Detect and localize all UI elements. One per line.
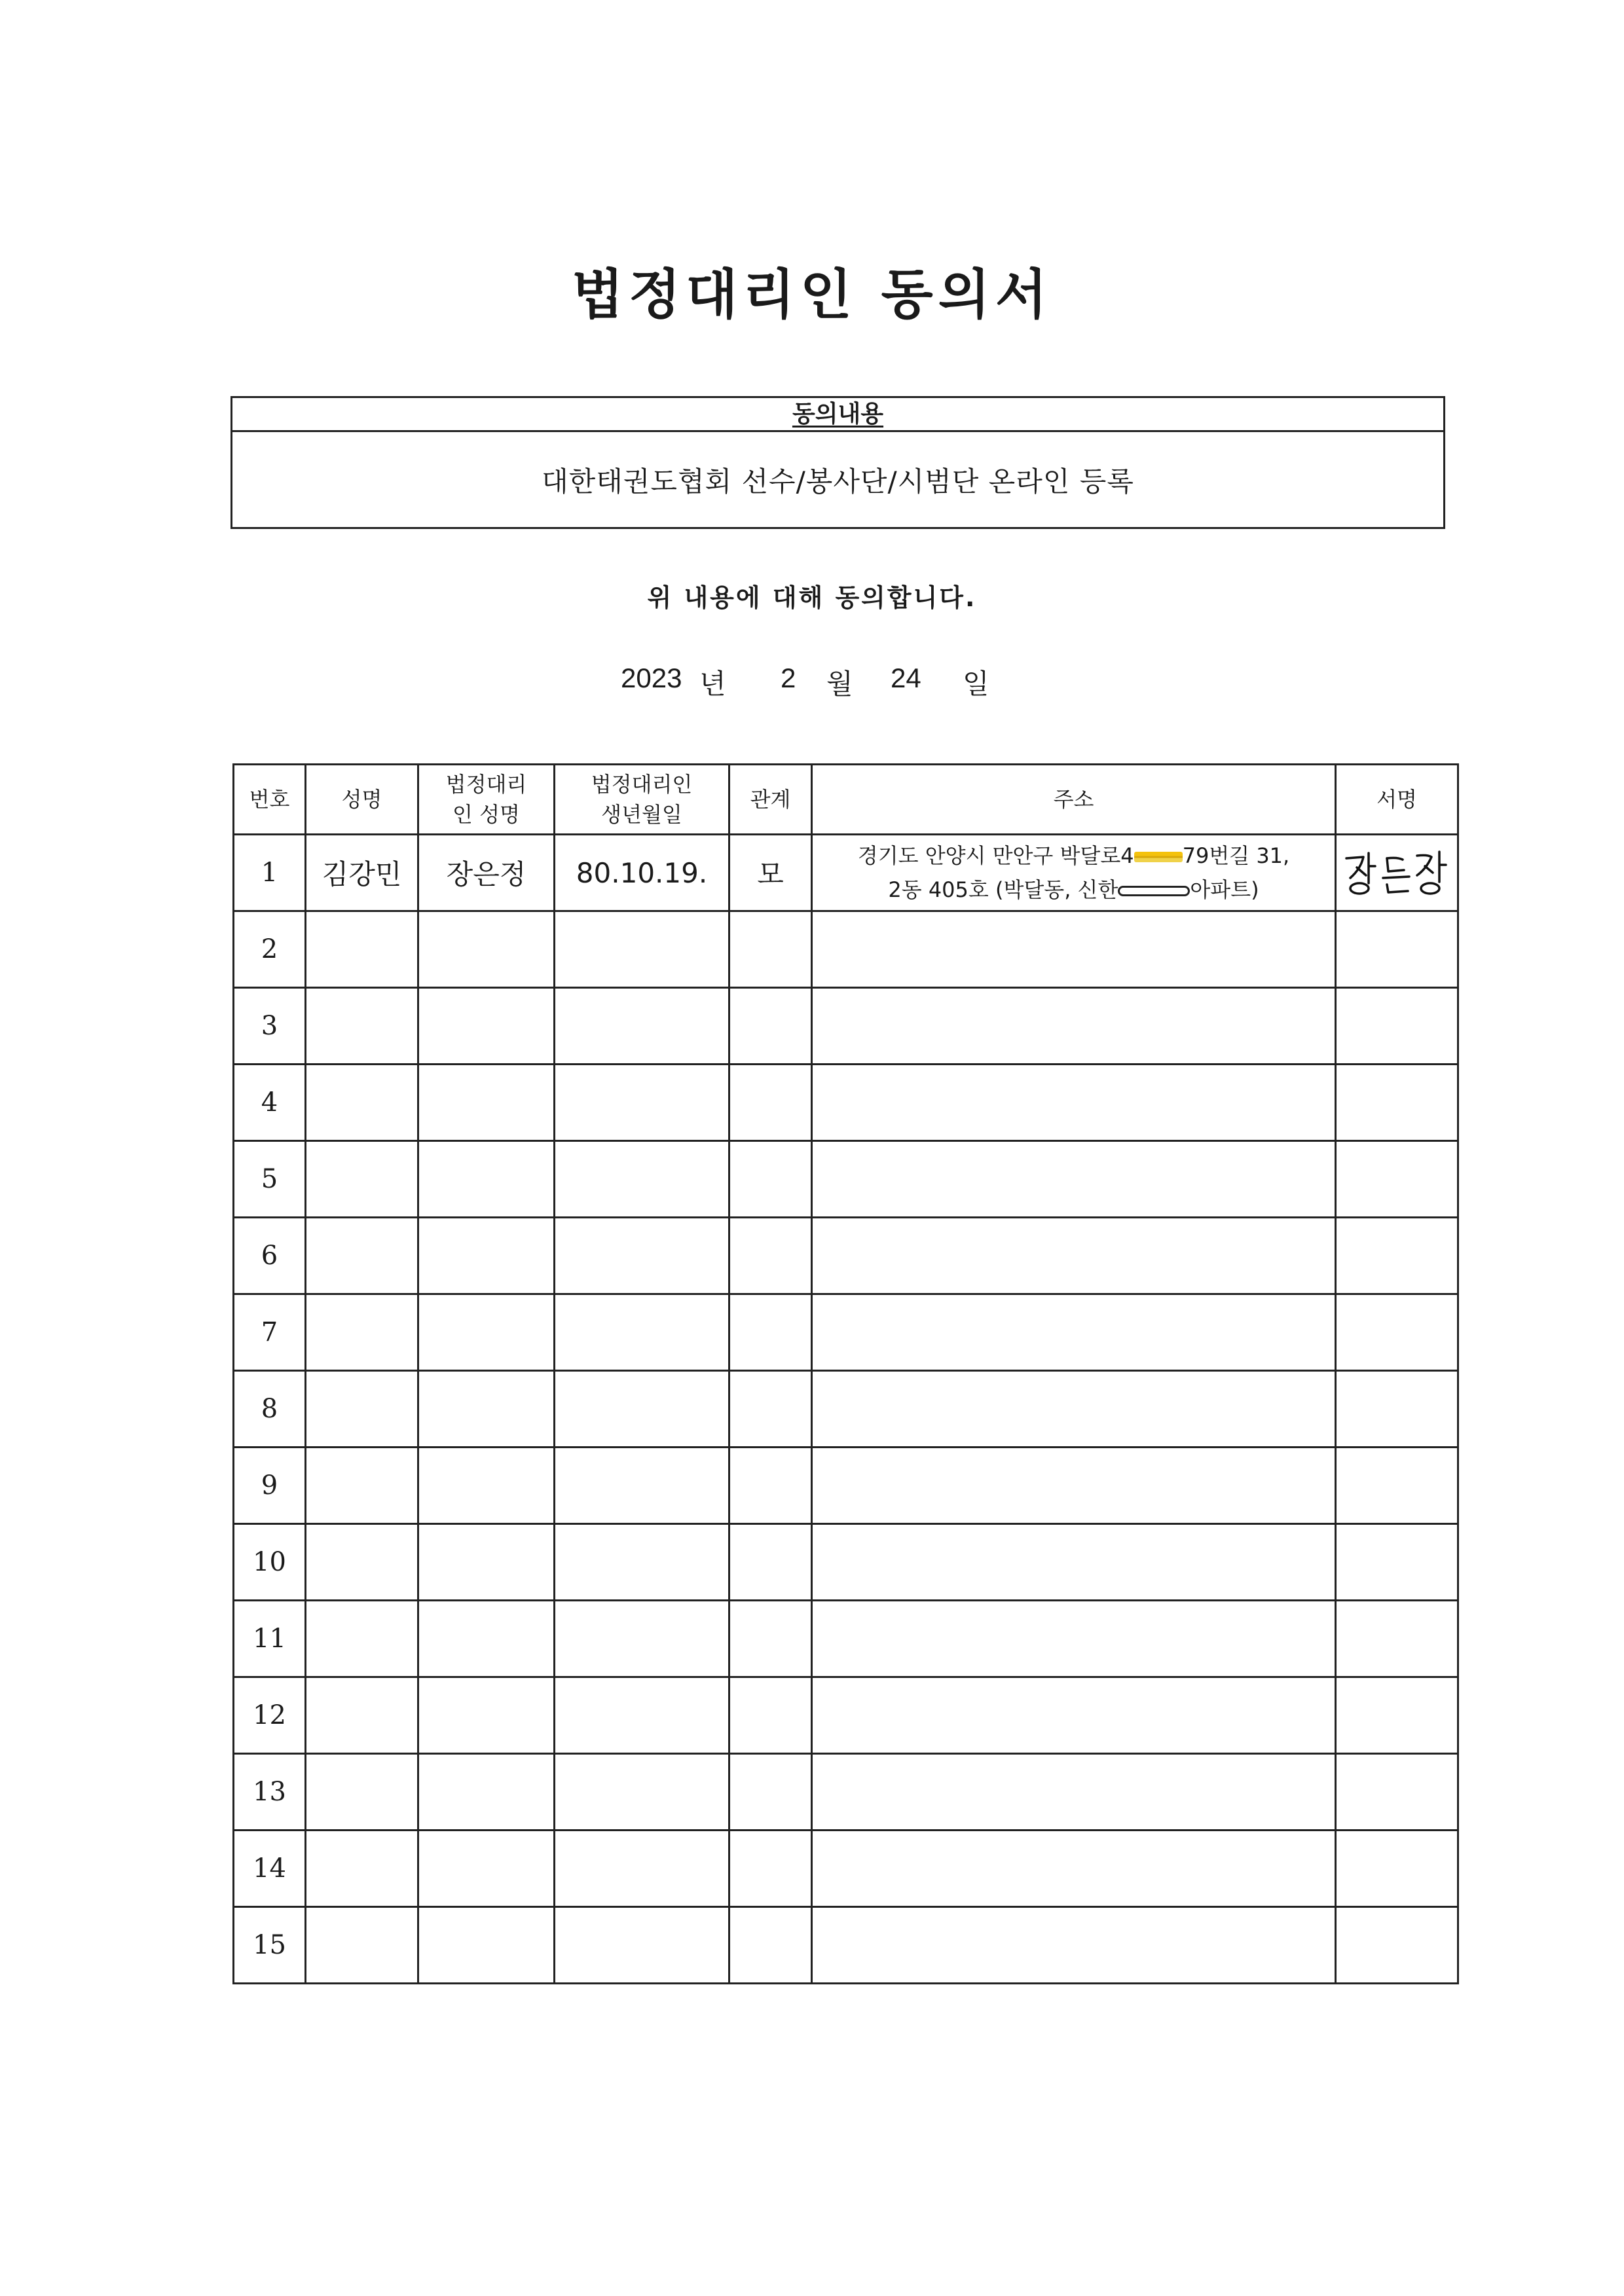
cell-no: 4 bbox=[234, 1065, 306, 1141]
cell-relation bbox=[729, 1754, 812, 1831]
table-row bbox=[234, 1448, 1458, 1524]
cell-no: 12 bbox=[234, 1677, 306, 1754]
cell-address bbox=[812, 988, 1336, 1065]
cell-no: 11 bbox=[234, 1601, 306, 1677]
cell-guardian-name bbox=[418, 1601, 555, 1677]
cell-signature bbox=[1336, 1754, 1458, 1831]
header-guardian-birth bbox=[555, 765, 729, 835]
table-row bbox=[234, 911, 1458, 988]
table-header-row bbox=[234, 765, 1458, 835]
cell-name bbox=[306, 1754, 418, 1831]
cell-signature bbox=[1336, 1601, 1458, 1677]
cell-guardian-birth bbox=[555, 1218, 729, 1294]
cell-address bbox=[812, 1371, 1336, 1448]
cell-guardian-name: 장은정 bbox=[418, 835, 555, 911]
cell-signature bbox=[1336, 1218, 1458, 1294]
cell-signature bbox=[1336, 1294, 1458, 1371]
cell-relation bbox=[729, 1677, 812, 1754]
cell-signature bbox=[1336, 1065, 1458, 1141]
redaction-mark bbox=[1118, 886, 1190, 896]
cell-signature bbox=[1336, 1141, 1458, 1218]
cell-guardian-birth bbox=[555, 1831, 729, 1907]
cell-guardian-birth bbox=[555, 1907, 729, 1984]
cell-name bbox=[306, 1141, 418, 1218]
cell-address bbox=[812, 835, 1336, 911]
date-month-unit: 월 bbox=[826, 668, 853, 699]
cell-address bbox=[812, 1677, 1336, 1754]
table-row bbox=[234, 1524, 1458, 1601]
cell-no: 8 bbox=[234, 1371, 306, 1448]
header-name: 성명 bbox=[306, 765, 418, 835]
date-line bbox=[0, 663, 1624, 702]
cell-guardian-name bbox=[418, 1831, 555, 1907]
cell-guardian-birth bbox=[555, 1448, 729, 1524]
cell-name bbox=[306, 1371, 418, 1448]
cell-address bbox=[812, 1448, 1336, 1524]
document-title: 법정대리인 동의서 bbox=[571, 264, 1053, 326]
cell-no: 15 bbox=[234, 1907, 306, 1984]
consent-box bbox=[231, 396, 1445, 529]
cell-guardian-birth bbox=[555, 1371, 729, 1448]
cell-name bbox=[306, 1831, 418, 1907]
date-month: 2 bbox=[781, 663, 796, 693]
cell-signature bbox=[1336, 1371, 1458, 1448]
cell-guardian-birth bbox=[555, 1601, 729, 1677]
cell-address bbox=[812, 911, 1336, 988]
cell-guardian-birth bbox=[555, 1294, 729, 1371]
cell-guardian-birth bbox=[555, 911, 729, 988]
address-line-2 bbox=[813, 873, 1335, 907]
address-line-1 bbox=[813, 839, 1335, 873]
cell-guardian-name bbox=[418, 1907, 555, 1984]
table-row bbox=[234, 1218, 1458, 1294]
header-signature: 서명 bbox=[1336, 765, 1458, 835]
cell-name bbox=[306, 1218, 418, 1294]
cell-guardian-name bbox=[418, 1754, 555, 1831]
cell-no: 3 bbox=[234, 988, 306, 1065]
cell-guardian-name bbox=[418, 988, 555, 1065]
cell-signature bbox=[1336, 1448, 1458, 1524]
cell-address bbox=[812, 1754, 1336, 1831]
cell-name bbox=[306, 1677, 418, 1754]
table-row bbox=[234, 1371, 1458, 1448]
cell-name: 김강민 bbox=[306, 835, 418, 911]
cell-no: 10 bbox=[234, 1524, 306, 1601]
cell-name bbox=[306, 1294, 418, 1371]
cell-guardian-birth bbox=[555, 1524, 729, 1601]
cell-signature bbox=[1336, 835, 1458, 911]
cell-no: 2 bbox=[234, 911, 306, 988]
table-row bbox=[234, 1831, 1458, 1907]
cell-name bbox=[306, 911, 418, 988]
agree-statement: 위 내용에 대해 동의합니다. bbox=[647, 583, 977, 612]
consent-header-label: 동의내용 bbox=[792, 401, 884, 428]
cell-name bbox=[306, 1601, 418, 1677]
cell-guardian-name bbox=[418, 1294, 555, 1371]
cell-guardian-birth bbox=[555, 1677, 729, 1754]
cell-address bbox=[812, 1601, 1336, 1677]
cell-address bbox=[812, 1141, 1336, 1218]
cell-signature bbox=[1336, 1831, 1458, 1907]
cell-guardian-name bbox=[418, 1371, 555, 1448]
cell-name bbox=[306, 1907, 418, 1984]
cell-address bbox=[812, 1065, 1336, 1141]
cell-signature bbox=[1336, 911, 1458, 988]
guardian-consent-table bbox=[232, 763, 1459, 1984]
cell-guardian-birth bbox=[555, 1065, 729, 1141]
cell-relation bbox=[729, 1448, 812, 1524]
cell-no: 6 bbox=[234, 1218, 306, 1294]
cell-name bbox=[306, 1065, 418, 1141]
cell-relation bbox=[729, 1601, 812, 1677]
cell-guardian-name bbox=[418, 1524, 555, 1601]
consent-header bbox=[232, 398, 1443, 432]
cell-relation bbox=[729, 1371, 812, 1448]
cell-guardian-birth bbox=[555, 1141, 729, 1218]
cell-guardian-name bbox=[418, 1677, 555, 1754]
cell-relation: 모 bbox=[729, 835, 812, 911]
table-row bbox=[234, 835, 1458, 911]
cell-relation bbox=[729, 911, 812, 988]
cell-signature bbox=[1336, 1677, 1458, 1754]
cell-relation bbox=[729, 1907, 812, 1984]
cell-name bbox=[306, 988, 418, 1065]
cell-relation bbox=[729, 1831, 812, 1907]
cell-relation bbox=[729, 1065, 812, 1141]
cell-signature bbox=[1336, 1524, 1458, 1601]
table-row bbox=[234, 1907, 1458, 1984]
cell-relation bbox=[729, 1218, 812, 1294]
date-year-unit: 년 bbox=[699, 668, 726, 699]
cell-signature bbox=[1336, 988, 1458, 1065]
cell-no: 7 bbox=[234, 1294, 306, 1371]
cell-no: 9 bbox=[234, 1448, 306, 1524]
cell-address bbox=[812, 1294, 1336, 1371]
table-row bbox=[234, 1294, 1458, 1371]
address-line-1-part-b: 79번길 31, bbox=[1182, 843, 1290, 868]
header-guardian-birth-label: 법정대리인 생년월일 bbox=[591, 772, 693, 827]
cell-guardian-name bbox=[418, 1448, 555, 1524]
cell-address bbox=[812, 1218, 1336, 1294]
cell-guardian-birth bbox=[555, 1754, 729, 1831]
cell-name bbox=[306, 1448, 418, 1524]
cell-name bbox=[306, 1524, 418, 1601]
header-relation: 관계 bbox=[729, 765, 812, 835]
date-day: 24 bbox=[891, 663, 921, 693]
header-guardian-name-label: 법정대리인 성명 bbox=[445, 772, 527, 827]
table-row bbox=[234, 1601, 1458, 1677]
cell-guardian-name bbox=[418, 1141, 555, 1218]
consent-body: 대한태권도협회 선수/봉사단/시범단 온라인 등록 bbox=[542, 465, 1134, 498]
cell-relation bbox=[729, 1141, 812, 1218]
date-year: 2023 bbox=[621, 663, 682, 693]
cell-no: 1 bbox=[234, 835, 306, 911]
cell-no: 13 bbox=[234, 1754, 306, 1831]
cell-relation bbox=[729, 1294, 812, 1371]
table-row bbox=[234, 1677, 1458, 1754]
cell-guardian-name bbox=[418, 911, 555, 988]
cell-guardian-birth bbox=[555, 988, 729, 1065]
cell-signature bbox=[1336, 1907, 1458, 1984]
header-address: 주소 bbox=[812, 765, 1336, 835]
handwritten-signature bbox=[1341, 847, 1452, 899]
table-row bbox=[234, 988, 1458, 1065]
header-guardian-name bbox=[418, 765, 555, 835]
header-no: 번호 bbox=[234, 765, 306, 835]
redaction-mark bbox=[1134, 852, 1183, 862]
cell-guardian-name bbox=[418, 1065, 555, 1141]
cell-relation bbox=[729, 1524, 812, 1601]
address-line-2-part-b: 아파트) bbox=[1190, 877, 1259, 902]
cell-no: 14 bbox=[234, 1831, 306, 1907]
table-row bbox=[234, 1754, 1458, 1831]
table-row bbox=[234, 1141, 1458, 1218]
cell-address bbox=[812, 1831, 1336, 1907]
cell-guardian-name bbox=[418, 1218, 555, 1294]
cell-guardian-birth: 80.10.19. bbox=[555, 835, 729, 911]
table-row bbox=[234, 1065, 1458, 1141]
address-line-1-part-a: 경기도 안양시 만안구 박달로4 bbox=[857, 843, 1134, 868]
address-line-2-part-a: 2동 405호 (박달동, 신한 bbox=[888, 877, 1118, 902]
cell-address bbox=[812, 1524, 1336, 1601]
cell-no: 5 bbox=[234, 1141, 306, 1218]
cell-address bbox=[812, 1907, 1336, 1984]
date-day-unit: 일 bbox=[963, 668, 989, 699]
cell-relation bbox=[729, 988, 812, 1065]
